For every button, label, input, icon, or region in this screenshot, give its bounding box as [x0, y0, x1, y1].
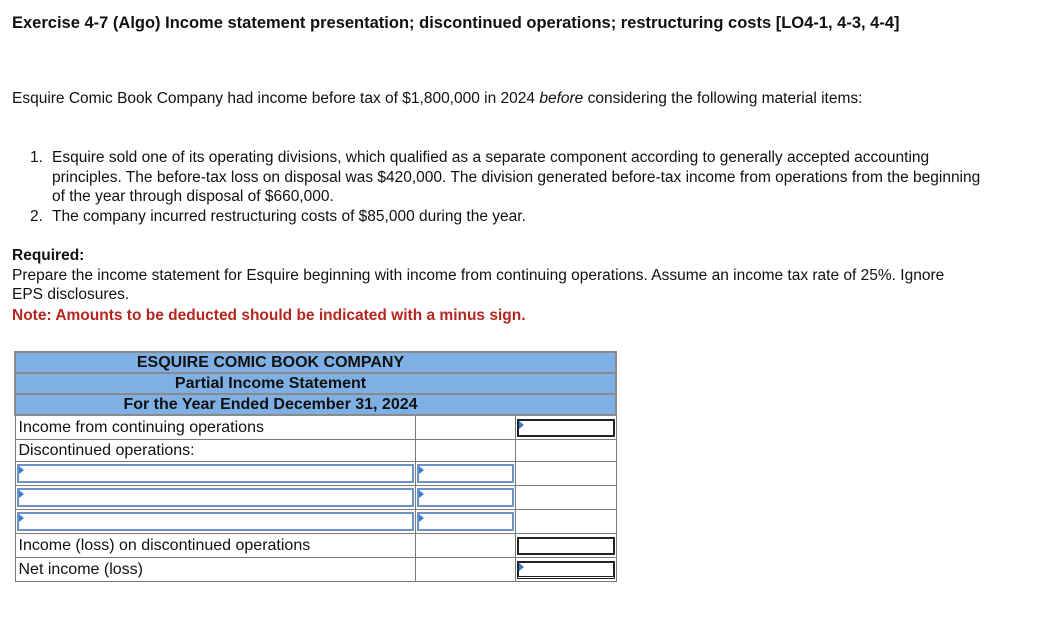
row-label-discontinued: Discontinued operations:: [15, 440, 416, 462]
statement-period: For the Year Ended December 31, 2024: [123, 396, 418, 413]
table-row: [15, 534, 616, 558]
empty-cell: [516, 440, 616, 462]
table-row: [15, 486, 616, 510]
item-text: The company incurred restructuring costs of $85,000 during the year.: [52, 207, 526, 225]
label-input-cell: [15, 510, 416, 534]
input-marker-icon: [419, 514, 424, 522]
net-income-amount-input[interactable]: [517, 561, 614, 579]
amount-cell: [416, 510, 516, 534]
amount-cell: [416, 462, 516, 486]
amount-cell: [516, 415, 616, 440]
table-row: [15, 510, 616, 534]
empty-cell: [516, 486, 616, 510]
required-text: Prepare the income statement for Esquire beginning with income from continuing operations. Assume an income tax rate of 25%. Ignore EPS disclosures.: [12, 266, 945, 303]
table-row: [15, 558, 616, 582]
input-marker-icon: [19, 466, 24, 474]
disc-line3-label-select[interactable]: [17, 512, 415, 531]
empty-cell: [516, 510, 616, 534]
statement-company-cell: [15, 352, 616, 373]
empty-cell: [416, 440, 516, 462]
empty-cell: [416, 415, 516, 440]
statement-company: ESQUIRE COMIC BOOK COMPANY: [136, 354, 405, 371]
statement-period-cell: [15, 394, 616, 415]
continuing-amount-input[interactable]: [517, 419, 614, 437]
item-number: 1.: [30, 149, 43, 166]
disc-line3-amount-input[interactable]: [417, 512, 514, 531]
input-marker-icon: [519, 563, 524, 571]
empty-cell: [516, 462, 616, 486]
disc-line1-label-select[interactable]: [17, 464, 415, 483]
table-row: [15, 462, 616, 486]
table-row: [15, 440, 616, 462]
required-section: [12, 246, 972, 305]
input-marker-icon: [419, 490, 424, 498]
intro-text-after: considering the following material items:: [583, 90, 863, 107]
table-row: [15, 415, 616, 440]
empty-cell: [416, 558, 516, 582]
statement-name-cell: [15, 373, 616, 394]
minus-sign-note: Note: Amounts to be deducted should be indicated with a minus sign.: [12, 307, 526, 324]
statement-header-row: [15, 352, 616, 373]
disc-line2-amount-input[interactable]: [417, 488, 514, 507]
loss-disc-amount-input[interactable]: [517, 537, 614, 555]
list-item: [30, 207, 990, 227]
amount-cell: [416, 486, 516, 510]
intro-text-before: Esquire Comic Book Company had income before tax of $1,800,000 in 2024: [12, 90, 540, 107]
input-marker-icon: [19, 514, 24, 522]
income-statement-table: [14, 351, 617, 582]
statement-name: Partial Income Statement: [174, 375, 367, 392]
list-item: [30, 148, 990, 207]
disc-line2-label-select[interactable]: [17, 488, 415, 507]
amount-cell: [516, 558, 616, 582]
amount-cell: [516, 534, 616, 558]
row-label-continuing: Income from continuing operations: [15, 415, 416, 440]
label-input-cell: [15, 486, 416, 510]
exercise-title: Exercise 4-7 (Algo) Income statement presentation; discontinued operations; restructuring costs [LO4-1, 4-3, 4-4]: [12, 14, 900, 32]
disc-line1-amount-input[interactable]: [417, 464, 514, 483]
empty-cell: [416, 534, 516, 558]
required-label: Required:: [12, 247, 85, 264]
row-label-loss-discontinued: Income (loss) on discontinued operations: [15, 534, 416, 558]
material-items-list: [30, 148, 990, 226]
intro-emphasis: before: [539, 90, 584, 107]
label-input-cell: [15, 462, 416, 486]
input-marker-icon: [519, 421, 524, 429]
input-marker-icon: [419, 466, 424, 474]
item-number: 2.: [30, 207, 43, 225]
statement-header-row: [15, 394, 616, 415]
row-label-net-income: Net income (loss): [15, 558, 416, 582]
input-marker-icon: [19, 490, 24, 498]
statement-header-row: [15, 373, 616, 394]
problem-intro: [12, 89, 972, 108]
item-text: Esquire sold one of its operating divisions, which qualified as a separate component according to generally accepted accounting principles. The before-tax loss on disposal was $420,000. The division generated before-tax income from operations from the beginning of the year through disposal of $660,000.: [52, 149, 981, 205]
